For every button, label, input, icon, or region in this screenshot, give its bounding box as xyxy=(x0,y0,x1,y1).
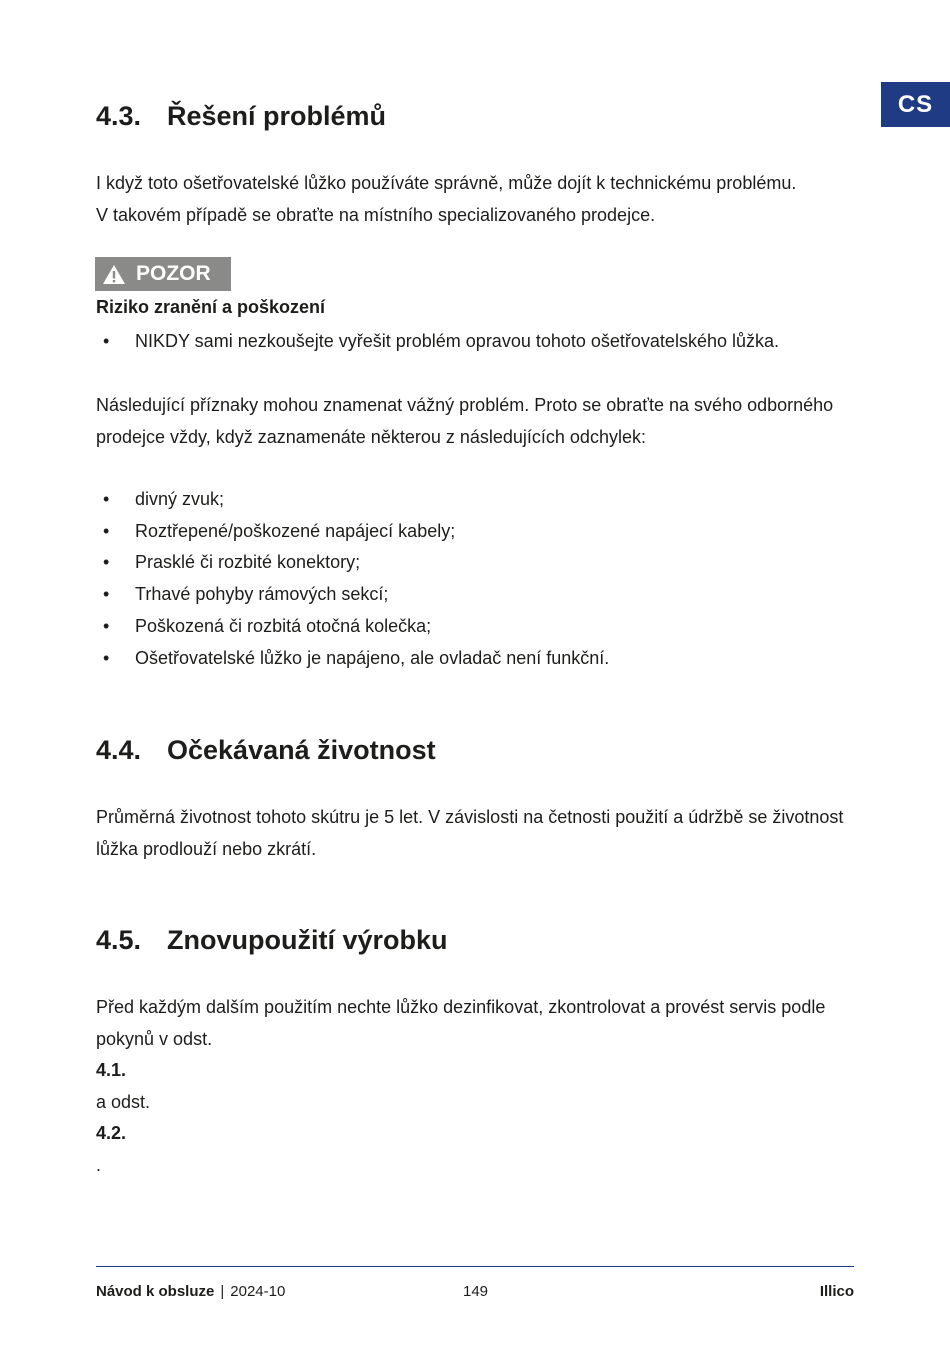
warning-label: POZOR xyxy=(136,262,211,285)
list-item: • Prasklé či rozbité konektory; xyxy=(103,552,361,573)
warning-title: Riziko zranění a poškození xyxy=(96,297,326,317)
section-number: 4.5. xyxy=(96,925,142,955)
list-item: • Poškozená či rozbitá otočná kolečka; xyxy=(103,615,432,636)
section-heading-4-4 xyxy=(96,735,436,766)
lifetime-line-2: lůžka prodlouží nebo zkrátí. xyxy=(96,838,317,859)
language-tab: CS xyxy=(881,82,950,127)
reuse-line-1: Před každým dalším použitím nechte lůžko dezinfikovat, zkontrolovat a provést servis podle xyxy=(96,997,826,1017)
footer-doc-name: Návod k obsluze xyxy=(96,1283,215,1300)
symptoms-line-2: prodejce vždy, když zaznamenáte některou z následujících odchylek: xyxy=(96,426,646,447)
warning-list xyxy=(96,326,779,358)
footer-doc-info xyxy=(96,1283,285,1300)
page-footer xyxy=(96,1283,854,1305)
footer-product: Illico xyxy=(819,1283,854,1300)
list-item: • Roztřepené/poškozené napájecí kabely; xyxy=(103,520,456,541)
footer-separator: | xyxy=(220,1283,225,1300)
symptoms-paragraph xyxy=(96,390,856,453)
intro-line-2: V takovém případě se obraťte na místního specializovaného prodejce. xyxy=(96,204,656,225)
section-number: 4.3. xyxy=(96,101,142,131)
list-item: • Trhavé pohyby rámových sekcí; xyxy=(103,584,389,605)
reference-4-1: 4.1. xyxy=(96,1060,127,1080)
list-item: • Ošetřovatelské lůžko je napájeno, ale ovladač není funkční. xyxy=(103,647,610,668)
reference-4-2: 4.2. xyxy=(96,1123,127,1143)
section-title: Očekávaná životnost xyxy=(167,735,436,765)
footer-divider xyxy=(96,1266,854,1267)
section-number: 4.4. xyxy=(96,735,142,765)
reuse-line-2: pokynů v odst. 4.1. a odst. 4.2. . xyxy=(96,1028,213,1175)
section-title: Znovupoužití výrobku xyxy=(167,925,448,955)
warning-badge xyxy=(95,257,231,291)
intro-line-1: I když toto ošetřovatelské lůžko používáte správně, může dojít k technickému problému. xyxy=(96,173,797,193)
page-number: 149 xyxy=(463,1283,489,1300)
footer-date: 2024-10 xyxy=(230,1283,286,1300)
reuse-paragraph xyxy=(96,992,856,1181)
intro-paragraph xyxy=(96,168,856,231)
symptoms-line-1: Následující příznaky mohou znamenat vážný problém. Proto se obraťte na svého odborného xyxy=(96,395,834,415)
symptoms-list xyxy=(96,484,609,674)
section-heading-4-3 xyxy=(96,101,386,132)
list-item: • divný zvuk; xyxy=(103,489,225,509)
warning-triangle-icon xyxy=(102,264,126,285)
list-item: • NIKDY sami nezkoušejte vyřešit problém opravou tohoto ošetřovatelského lůžka. xyxy=(103,331,779,351)
section-heading-4-5 xyxy=(96,925,448,956)
lifetime-paragraph xyxy=(96,802,856,865)
section-title: Řešení problémů xyxy=(167,101,387,131)
lifetime-line-1: Průměrná životnost tohoto skútru je 5 let. V závislosti na četnosti použití a údržbě se životnost xyxy=(96,807,844,827)
